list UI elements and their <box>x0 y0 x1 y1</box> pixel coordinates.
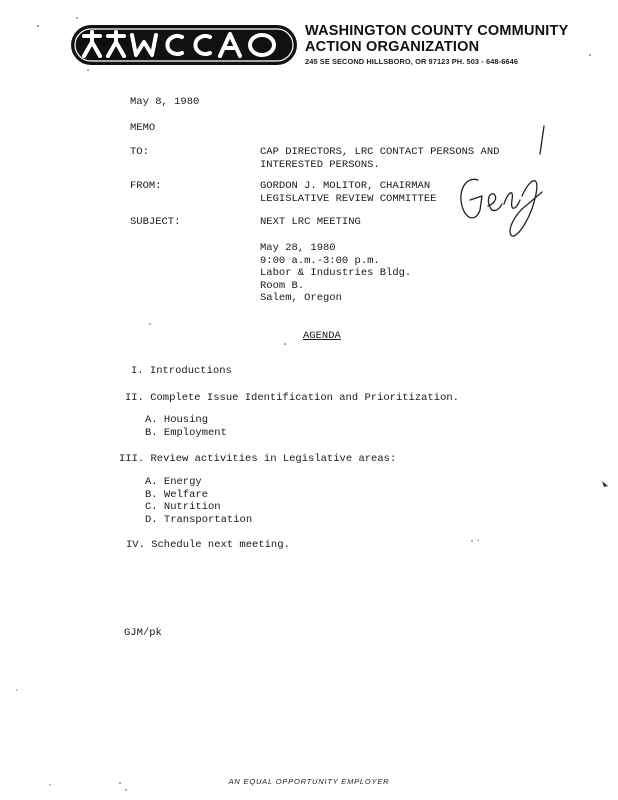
to-label: TO: <box>130 146 149 158</box>
footer-equal-opportunity: AN EQUAL OPPORTUNITY EMPLOYER <box>228 777 390 786</box>
subject-label: SUBJECT: <box>130 216 181 228</box>
agenda-item-issue-identification: II. Complete Issue Identification and Prioritization. <box>125 392 459 404</box>
handwritten-signature <box>448 118 558 248</box>
wccao-logo <box>70 24 298 66</box>
from-label: FROM: <box>130 180 162 192</box>
to-recipients: CAP DIRECTORS, LRC CONTACT PERSONS AND INTERESTED PERSONS. <box>260 146 500 171</box>
typist-initials: GJM/pk <box>124 627 162 639</box>
from-sender: GORDON J. MOLITOR, CHAIRMAN LEGISLATIVE REVIEW COMMITTEE <box>260 180 437 205</box>
agenda-item-next-meeting: IV. Schedule next meeting. <box>126 539 290 551</box>
agenda-item-review-activities: III. Review activities in Legislative areas: <box>119 453 397 465</box>
agenda-title: AGENDA <box>303 330 341 342</box>
agenda-subitems-legislative-areas: A. Energy B. Welfare C. Nutrition D. Transportation <box>145 476 253 526</box>
subject-text: NEXT LRC MEETING <box>260 216 361 228</box>
memo-type: MEMO <box>130 122 156 134</box>
organization-name: WASHINGTON COUNTY COMMUNITY ACTION ORGANIZATION <box>305 23 569 55</box>
agenda-item-introductions: I. Introductions <box>131 365 232 377</box>
organization-address: 245 SE SECOND HILLSBORO, OR 97123 PH. 503 - 648-6646 <box>305 57 519 66</box>
memo-date: May 8, 1980 <box>130 96 200 108</box>
meeting-details: May 28, 1980 9:00 a.m.-3:00 p.m. Labor & Industries Bldg. Room B. Salem, Oregon <box>260 242 412 305</box>
agenda-subitems-issues: A. Housing B. Employment <box>145 414 227 439</box>
